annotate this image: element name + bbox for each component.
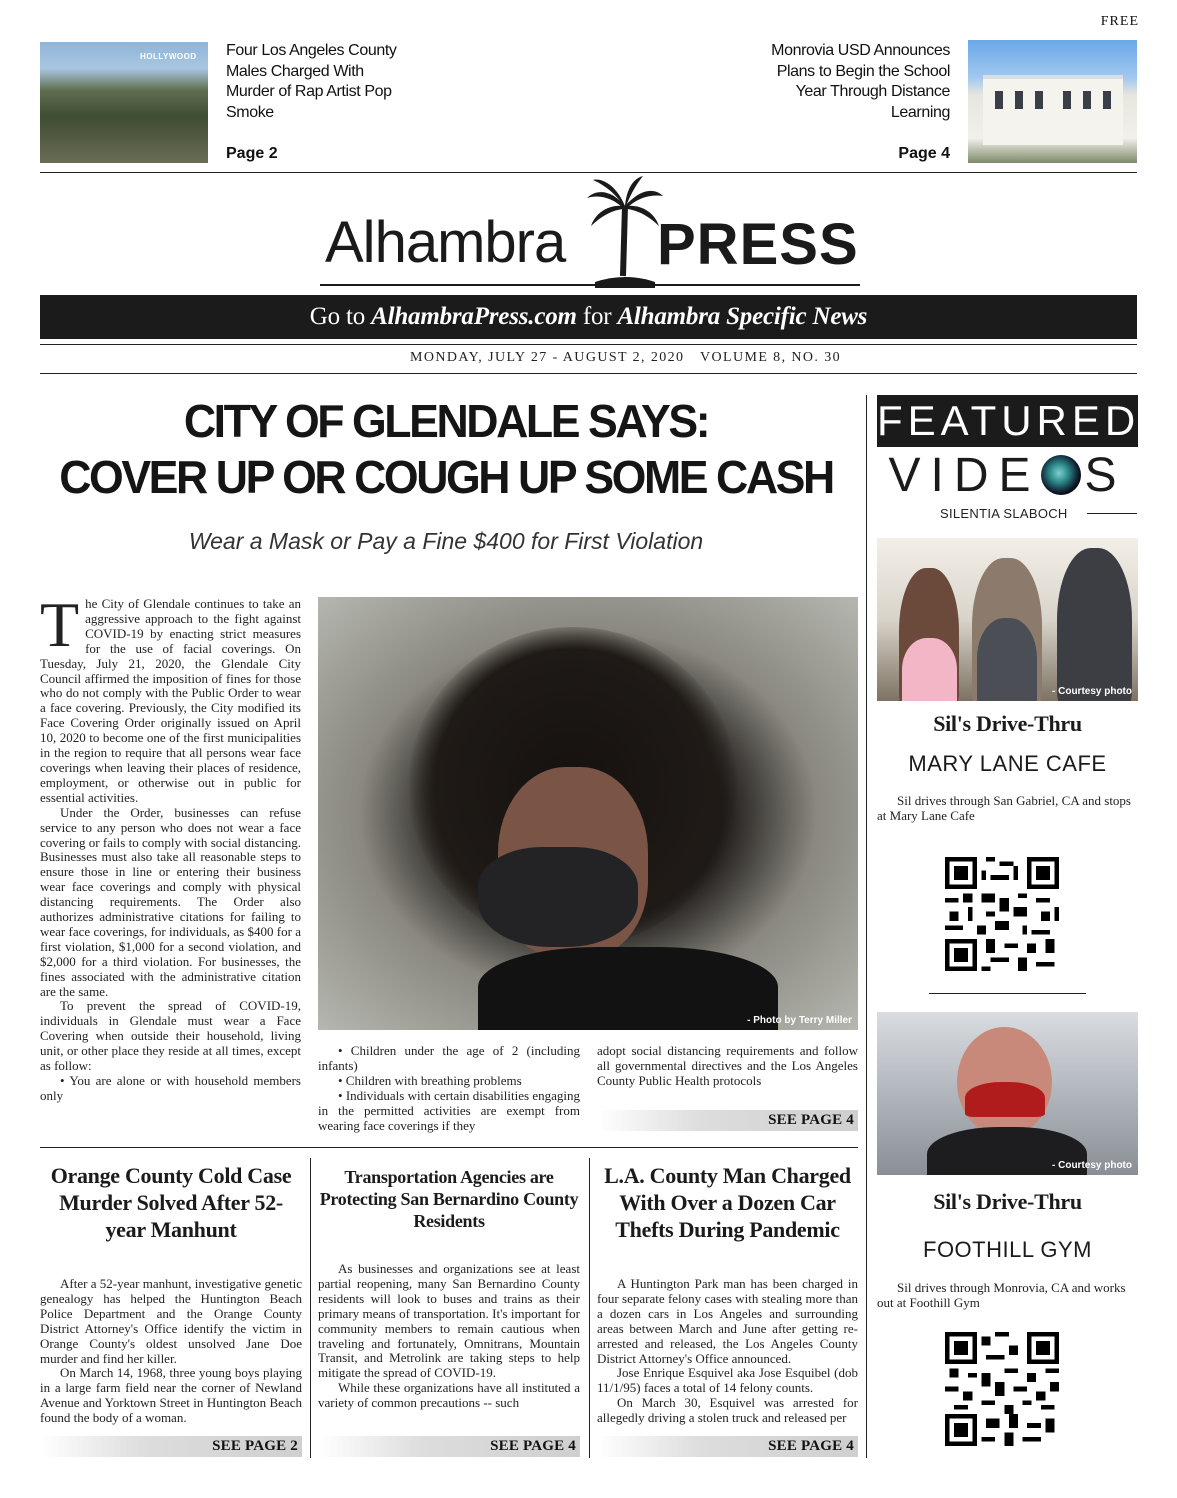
video-2-title[interactable]: Sil's Drive-Thru	[933, 1189, 1082, 1214]
lead-subhead: Wear a Mask or Pay a Fine $400 for First Violation	[188, 528, 704, 554]
apron-shape	[902, 638, 957, 701]
video-2-description: Sil drives through Monrovia, CA and works out at Foothill Gym	[877, 1280, 1126, 1310]
lead-column-1	[40, 589, 301, 1104]
story-1-paragraph-1: After a 52-year manhunt, investigative genetic genealogy has helped the Huntington Beach Police Department and the Orange County District Attorney's Office identify the victim in Orange County's oldest unsolved Jane Doe murder and find her killer.	[40, 1276, 302, 1366]
story-1-headline[interactable]: Orange County Cold Case Murder Solved After 52-year Manhunt	[50, 1163, 292, 1242]
lead-bullet-3: • Children with breathing problems	[338, 1072, 522, 1088]
lead-column-2	[318, 1044, 580, 1133]
lead-headline-line2: COVER UP OR COUGH UP SOME CASH	[59, 451, 833, 503]
story-3-body	[597, 1277, 858, 1426]
banner-site-link[interactable]: AlhambraPress.com	[371, 303, 577, 330]
masthead-press: PRESS	[657, 212, 859, 277]
banner-mid: for	[582, 303, 612, 330]
lead-paragraph-2: Under the Order, businesses can refuse service to any person who does not wear a face covering or fails to comply with social distancing. Businesses must also take all reasonable steps to ensure those in line or entering their business wear face coverings and comply with physical distancing requirements. The Order also authorizes administrative citations for failing to wear face coverings, for individuals, as $400 for a first violation, $1,000 for a second violation, and $2,000 for a third violation. For businesses, the fines associated with the administrative citation are the same.	[40, 804, 301, 999]
lead-bullet-4: • Individuals with certain disabilities engaging in the permitted activities are exempt from wearing face coverings if they	[318, 1087, 580, 1133]
masthead-alhambra: Alhambra	[325, 210, 566, 275]
video-2-thumbnail[interactable]	[877, 1012, 1138, 1175]
banner-tagline: Alhambra Specific News	[617, 303, 868, 330]
video-2-credit: - Courtesy photo	[1052, 1160, 1132, 1171]
column-divider-1	[310, 1158, 311, 1458]
lead-p1-text: he City of Glendale continues to take an aggressive approach to the fight against COVID-19 by enacting strict measures for the use of facial coverings. On Tuesday, July 21, 2020, the Glendale City Council affirmed the imposition of fines for those who do not comply with the Public Order to wear a face covering. Previously, the City modified its Face Covering Order originally issued on April 10, 2020 to become one of the first municipalities in the region to require that all persons wear face coverings when leaving their places of residence, employment, or otherwise out in public for essential activities.	[40, 596, 301, 805]
lead-paragraph-1	[40, 589, 301, 806]
school-building-shape	[983, 75, 1123, 145]
teaser-right-image[interactable]	[968, 40, 1137, 163]
lead-photo[interactable]	[318, 597, 858, 1030]
story-2-paragraph-1: As businesses and organizations see at least partial reopening, many San Bernardino County residents will look to buses and trains as their primary means of transportation. It's important for community members to remain cautious when traveling and fortunately, Omnitrans, Mountain Transit, and Metrolink are taking steps to help mitigate the spread of COVID-19.	[318, 1261, 580, 1381]
teaser-left-headline[interactable]: Four Los Angeles County Males Charged With Murder of Rap Artist Pop Smoke	[226, 42, 397, 121]
sidebar-separator	[929, 993, 1086, 994]
teaser-right-page: Page 4	[898, 145, 950, 162]
red-mask-shape	[965, 1082, 1045, 1117]
camera-lens-icon	[1041, 455, 1081, 495]
video-1-thumbnail[interactable]	[877, 538, 1138, 701]
photo-shirt-shape	[478, 947, 778, 1030]
date-rule-bottom	[40, 373, 1137, 374]
issue-date: MONDAY, JULY 27 - AUGUST 2, 2020	[410, 350, 685, 365]
lead-col3-text: adopt social distancing requirements and follow all governmental directives and the Los Angeles County Public Health protocols	[597, 1043, 858, 1088]
lead-see-page-link[interactable]: SEE PAGE 4	[597, 1110, 858, 1131]
story-1-see-page-link[interactable]: SEE PAGE 2	[40, 1436, 302, 1457]
lead-paragraph-3: To prevent the spread of COVID-19, individuals in Glendale must wear a Face Covering when outside their household, living unit, or other place they reside at all times, except as follow:	[40, 998, 301, 1074]
story-1-paragraph-2: On March 14, 1968, three young boys playing in a large farm field near the corner of Newland Avenue and Yorktown Street in Huntington Beach found the body of a woman.	[40, 1365, 302, 1426]
story-2-see-page-link[interactable]: SEE PAGE 4	[318, 1436, 580, 1457]
drop-cap: T	[40, 589, 80, 660]
teaser-left-image[interactable]	[40, 42, 208, 163]
story-3-paragraph-2: Jose Enrique Esquivel aka Jose Esquibel (dob 11/1/95) faces a total of 14 felony counts.	[597, 1365, 858, 1396]
story-3-paragraph-1: A Huntington Park man has been charged in four separate felony cases with stealing more than a dozen cars in Los Angeles and surrounding areas between March and June after getting re-arrested and released, the Los Angeles County District Attorney's Office announced.	[597, 1276, 858, 1366]
person-shape-3	[1057, 548, 1132, 701]
video-1-subtitle: MARY LANE CAFE	[908, 751, 1107, 776]
hollywood-sign-text: HOLLYWOOD	[140, 52, 197, 61]
videos-label	[877, 448, 1138, 504]
story-2-paragraph-2: While these organizations have all instituted a variety of common precautions -- such	[318, 1380, 580, 1411]
lead-headline[interactable]	[52, 393, 840, 505]
palm-tree-icon	[585, 176, 665, 291]
apron-shape-2	[977, 618, 1037, 701]
sidebar-divider	[866, 395, 867, 1458]
header-rule	[40, 172, 1137, 173]
videos-label-start: VIDE	[888, 449, 1041, 502]
teaser-left-page: Page 2	[226, 145, 278, 162]
issue-volume: VOLUME 8, NO. 30	[700, 350, 842, 365]
lead-headline-line1: CITY OF GLENDALE SAYS:	[183, 395, 709, 447]
story-1-body	[40, 1277, 302, 1426]
lead-column-3	[597, 1044, 858, 1089]
video-1-qr-code[interactable]	[945, 857, 1059, 971]
byline-rule	[1087, 513, 1137, 514]
videos-label-end: S	[1084, 449, 1127, 502]
story-2-headline[interactable]: Transportation Agencies are Protecting San Bernardino County Residents	[319, 1167, 579, 1231]
story-3-see-page-link[interactable]: SEE PAGE 4	[597, 1436, 858, 1457]
story-3-paragraph-3: On March 30, Esquivel was arrested for allegedly driving a stolen truck and released per	[597, 1395, 858, 1426]
bottom-section-rule	[40, 1147, 858, 1148]
video-1-credit: - Courtesy photo	[1052, 686, 1132, 697]
column-divider-2	[589, 1158, 590, 1458]
masthead-underline	[320, 284, 860, 286]
date-rule-top	[40, 344, 1137, 345]
photo-mask-shape	[478, 847, 638, 947]
website-banner[interactable]	[40, 295, 1137, 339]
featured-label: FEATURED	[877, 395, 1138, 447]
sidebar-byline: SILENTIA SLABOCH	[940, 506, 1068, 521]
story-2-body	[318, 1262, 580, 1411]
banner-prefix: Go to	[309, 303, 366, 330]
video-2-subtitle: FOOTHILL GYM	[923, 1237, 1092, 1262]
lead-bullet-2: • Children under the age of 2 (including infants)	[318, 1043, 580, 1073]
price-label: FREE	[1100, 14, 1139, 29]
video-2-qr-code[interactable]	[945, 1332, 1059, 1446]
story-3-headline[interactable]: L.A. County Man Charged With Over a Dozen Car Thefts During Pandemic	[604, 1163, 851, 1242]
lead-bullet-1: • You are alone or with household members only	[40, 1073, 301, 1103]
teaser-right-headline[interactable]: Monrovia USD Announces Plans to Begin the School Year Through Distance Learning	[771, 42, 950, 121]
video-1-title[interactable]: Sil's Drive-Thru	[933, 711, 1082, 736]
lead-photo-credit: - Photo by Terry Miller	[747, 1015, 852, 1026]
video-1-description: Sil drives through San Gabriel, CA and stops at Mary Lane Cafe	[877, 793, 1131, 823]
